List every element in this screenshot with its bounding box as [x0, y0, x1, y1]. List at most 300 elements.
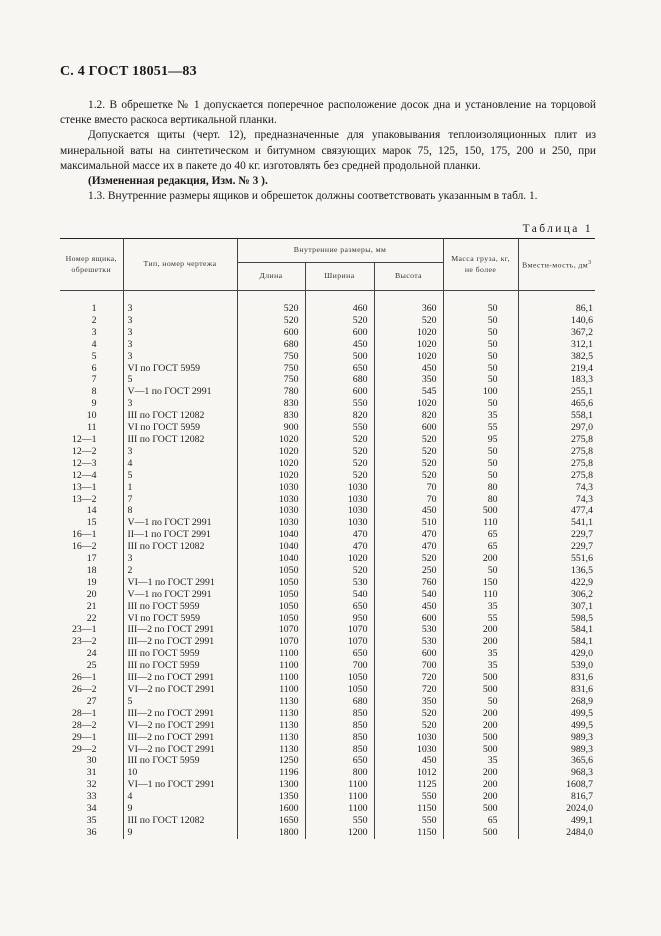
table-row: [60, 672, 595, 684]
cell-type: 4: [123, 458, 237, 470]
cell-length: 1040: [237, 529, 305, 541]
cell-height: 720: [374, 684, 443, 696]
cell-length: 750: [237, 374, 305, 386]
cell-length: 1050: [237, 589, 305, 601]
cell-type: 3: [123, 327, 237, 339]
cell-type: VI—1 по ГОСТ 2991: [123, 577, 237, 589]
header-number: Номер ящика, обрешетки: [60, 239, 123, 291]
cell-width: 820: [305, 410, 374, 422]
cell-mass: 50: [443, 315, 518, 327]
cell-mass: 35: [443, 660, 518, 672]
cell-length: 1650: [237, 815, 305, 827]
cell-mass: 500: [443, 744, 518, 756]
cell-width: 470: [305, 529, 374, 541]
cell-capacity: 539,0: [518, 660, 595, 672]
cell-mass: 500: [443, 827, 518, 839]
cell-length: 900: [237, 422, 305, 434]
cell-number: 24: [86, 648, 97, 660]
table-body: [60, 291, 595, 839]
cell-height: 520: [374, 553, 443, 565]
cell-height: 350: [374, 374, 443, 386]
cell-capacity: 1608,7: [518, 779, 595, 791]
cell-width: 1200: [305, 827, 374, 839]
cell-width: 460: [305, 303, 374, 315]
cell-height: 545: [374, 386, 443, 398]
cell-width: 540: [305, 589, 374, 601]
cell-type: VI—2 по ГОСТ 2991: [123, 684, 237, 696]
cell-number: 6: [91, 362, 97, 374]
cell-width: 800: [305, 767, 374, 779]
cell-length: 1030: [237, 517, 305, 529]
cell-capacity: 989,3: [518, 732, 595, 744]
cell-capacity: 140,6: [518, 315, 595, 327]
cell-type: 8: [123, 505, 237, 517]
cell-height: 600: [374, 613, 443, 625]
table-row: [60, 696, 595, 708]
cell-width: 550: [305, 422, 374, 434]
cell-number: 23—1: [72, 624, 97, 636]
cell-height: 530: [374, 624, 443, 636]
cell-capacity: 499,5: [518, 720, 595, 732]
cell-type: III—2 по ГОСТ 2991: [123, 672, 237, 684]
cell-mass: 55: [443, 613, 518, 625]
cell-capacity: 584,1: [518, 624, 595, 636]
cell-type: 3: [123, 303, 237, 315]
cell-number: 12—1: [72, 433, 97, 445]
cell-number: 25: [86, 660, 97, 672]
cell-number: 29—2: [72, 743, 97, 755]
cell-height: 520: [374, 458, 443, 470]
cell-type: II—1 по ГОСТ 2991: [123, 529, 237, 541]
cell-number: 26—1: [72, 672, 97, 684]
cell-length: 520: [237, 315, 305, 327]
cell-mass: 50: [443, 327, 518, 339]
header-height: Высота: [374, 263, 443, 291]
cell-width: 1020: [305, 553, 374, 565]
cell-width: 450: [305, 339, 374, 351]
table-row: [60, 815, 595, 827]
table-row: [60, 636, 595, 648]
cell-mass: 200: [443, 767, 518, 779]
table-row: [60, 482, 595, 494]
cell-number: 15: [86, 517, 97, 529]
cell-width: 520: [305, 470, 374, 482]
cell-height: 450: [374, 601, 443, 613]
cell-width: 600: [305, 386, 374, 398]
table-row: [60, 779, 595, 791]
cell-width: 650: [305, 755, 374, 767]
cell-number: 11: [87, 422, 97, 434]
table-row: [60, 732, 595, 744]
cell-length: 1130: [237, 708, 305, 720]
cell-capacity: 558,1: [518, 410, 595, 422]
cell-type: III по ГОСТ 12082: [123, 541, 237, 553]
cell-length: 680: [237, 339, 305, 351]
dimensions-table: [60, 238, 595, 839]
cell-capacity: 275,8: [518, 458, 595, 470]
cell-capacity: 382,5: [518, 351, 595, 363]
cell-capacity: 307,1: [518, 601, 595, 613]
cell-mass: 50: [443, 446, 518, 458]
cell-height: 550: [374, 815, 443, 827]
cell-width: 530: [305, 577, 374, 589]
cell-capacity: 465,6: [518, 398, 595, 410]
cell-length: 1030: [237, 482, 305, 494]
cell-type: 5: [123, 696, 237, 708]
table-row: [60, 303, 595, 315]
cell-length: 1350: [237, 791, 305, 803]
cell-mass: 50: [443, 339, 518, 351]
cell-mass: 65: [443, 529, 518, 541]
cell-number: 30: [86, 755, 97, 767]
cell-width: 520: [305, 434, 374, 446]
cell-type: 3: [123, 315, 237, 327]
header-capacity-text: Вмести-мость, дм: [522, 260, 589, 270]
cell-type: III по ГОСТ 5959: [123, 660, 237, 672]
cell-width: 500: [305, 351, 374, 363]
cell-height: 820: [374, 410, 443, 422]
cell-type: 9: [123, 803, 237, 815]
cell-number: 29—1: [72, 731, 97, 743]
cell-type: 4: [123, 791, 237, 803]
cell-type: VI—2 по ГОСТ 2991: [123, 744, 237, 756]
cell-height: 520: [374, 720, 443, 732]
cell-number: 35: [86, 814, 97, 826]
cell-mass: 80: [443, 494, 518, 506]
table-row: [60, 386, 595, 398]
cell-type: 1: [123, 482, 237, 494]
table-row: [60, 410, 595, 422]
cell-mass: 50: [443, 696, 518, 708]
cell-number: 2: [91, 314, 97, 326]
cell-capacity: 429,0: [518, 648, 595, 660]
cell-length: 1130: [237, 720, 305, 732]
cell-type: VI—1 по ГОСТ 2991: [123, 779, 237, 791]
cell-width: 680: [305, 374, 374, 386]
cell-length: 1600: [237, 803, 305, 815]
table-row: [60, 363, 595, 375]
table-row: [60, 601, 595, 613]
cell-number: 34: [86, 803, 97, 815]
cell-type: III—2 по ГОСТ 2991: [123, 708, 237, 720]
cell-length: 1050: [237, 601, 305, 613]
table-row: [60, 422, 595, 434]
cell-type: 10: [123, 767, 237, 779]
cell-capacity: 219,4: [518, 363, 595, 375]
amendment-note: (Измененная редакция, Изм. № 3 ).: [88, 175, 268, 188]
cell-number: 10: [86, 410, 97, 422]
cell-width: 1030: [305, 482, 374, 494]
cell-length: 1050: [237, 565, 305, 577]
cell-length: 1030: [237, 494, 305, 506]
cell-width: 1070: [305, 636, 374, 648]
cell-number: 14: [86, 505, 97, 517]
cell-height: 520: [374, 470, 443, 482]
paragraph-shields: Допускается щиты (черт. 12), предназначенные для упаковывания теплоизоляционных плит из минеральной ваты на синтетическом и битумном связующих марок 75, 125, 150, 175, 200 и 250, при максимальной массе их в пакете до 40 кг. изготовлять без средней продольной планки.: [60, 129, 596, 172]
table-row: [60, 660, 595, 672]
cell-number: 17: [86, 553, 97, 565]
cell-capacity: 989,3: [518, 744, 595, 756]
cell-type: 3: [123, 446, 237, 458]
cell-length: 1020: [237, 434, 305, 446]
table-row: [60, 648, 595, 660]
cell-width: 1030: [305, 494, 374, 506]
cell-height: 1030: [374, 744, 443, 756]
cell-mass: 50: [443, 565, 518, 577]
cell-width: 520: [305, 446, 374, 458]
cell-type: 7: [123, 494, 237, 506]
cell-height: 520: [374, 315, 443, 327]
cell-length: 750: [237, 351, 305, 363]
cell-height: 70: [374, 494, 443, 506]
cell-height: 1020: [374, 327, 443, 339]
cell-mass: 500: [443, 672, 518, 684]
cell-length: 1100: [237, 648, 305, 660]
cell-width: 650: [305, 601, 374, 613]
cell-mass: 50: [443, 374, 518, 386]
cell-capacity: 584,1: [518, 636, 595, 648]
cell-number: 21: [86, 600, 97, 612]
cell-length: 780: [237, 386, 305, 398]
cell-mass: 65: [443, 815, 518, 827]
table-row: [60, 744, 595, 756]
cell-height: 520: [374, 708, 443, 720]
cell-type: VI—2 по ГОСТ 2991: [123, 720, 237, 732]
cell-capacity: 275,8: [518, 434, 595, 446]
cell-number: 23—2: [72, 636, 97, 648]
cell-type: VI по ГОСТ 5959: [123, 422, 237, 434]
cell-length: 1196: [237, 767, 305, 779]
cell-width: 550: [305, 815, 374, 827]
cell-type: III—2 по ГОСТ 2991: [123, 624, 237, 636]
cell-capacity: 816,7: [518, 791, 595, 803]
cell-mass: 35: [443, 648, 518, 660]
cell-mass: 80: [443, 482, 518, 494]
cell-height: 600: [374, 648, 443, 660]
cell-capacity: 2484,0: [518, 827, 595, 839]
cell-height: 700: [374, 660, 443, 672]
cell-capacity: 477,4: [518, 505, 595, 517]
table-row: [60, 565, 595, 577]
cell-length: 1040: [237, 541, 305, 553]
cell-mass: 500: [443, 732, 518, 744]
table-row: [60, 708, 595, 720]
cell-width: 470: [305, 541, 374, 553]
cell-capacity: 306,2: [518, 589, 595, 601]
cell-height: 530: [374, 636, 443, 648]
cell-height: 350: [374, 696, 443, 708]
table-row: [60, 315, 595, 327]
cell-type: 2: [123, 565, 237, 577]
cell-height: 450: [374, 505, 443, 517]
cell-capacity: 74,3: [518, 494, 595, 506]
cell-number: 19: [86, 576, 97, 588]
table-row: [60, 827, 595, 839]
header-capacity-sup: 3: [588, 259, 592, 266]
cell-capacity: 183,3: [518, 374, 595, 386]
cell-height: 520: [374, 434, 443, 446]
cell-number: 5: [91, 350, 97, 362]
table-row: [60, 434, 595, 446]
table-row: [60, 494, 595, 506]
table-row: [60, 458, 595, 470]
cell-capacity: 367,2: [518, 327, 595, 339]
cell-number: 28—1: [72, 707, 97, 719]
cell-mass: 50: [443, 470, 518, 482]
cell-width: 1100: [305, 791, 374, 803]
table-row: [60, 589, 595, 601]
cell-capacity: 229,7: [518, 529, 595, 541]
cell-length: 1030: [237, 505, 305, 517]
cell-width: 550: [305, 398, 374, 410]
body-text: [60, 98, 596, 204]
table-row: [60, 529, 595, 541]
table-row: [60, 803, 595, 815]
cell-length: 1050: [237, 577, 305, 589]
table-row: [60, 446, 595, 458]
cell-length: 1100: [237, 672, 305, 684]
cell-length: 1300: [237, 779, 305, 791]
cell-mass: 150: [443, 577, 518, 589]
table-row: [60, 505, 595, 517]
cell-height: 470: [374, 529, 443, 541]
table-caption: Таблица 1: [522, 223, 593, 235]
paragraph-1-3: 1.3. Внутренние размеры ящиков и обрешеток должны соответствовать указанным в табл. 1.: [88, 190, 538, 203]
cell-capacity: 831,6: [518, 684, 595, 696]
cell-length: 1800: [237, 827, 305, 839]
cell-number: 26—2: [72, 684, 97, 695]
cell-mass: 50: [443, 458, 518, 470]
cell-height: 1020: [374, 398, 443, 410]
cell-capacity: 86,1: [518, 303, 595, 315]
cell-capacity: 968,3: [518, 767, 595, 779]
cell-width: 700: [305, 660, 374, 672]
cell-type: 3: [123, 398, 237, 410]
cell-width: 520: [305, 565, 374, 577]
cell-height: 550: [374, 791, 443, 803]
cell-capacity: 541,1: [518, 517, 595, 529]
table-row: [60, 339, 595, 351]
cell-mass: 50: [443, 303, 518, 315]
cell-width: 950: [305, 613, 374, 625]
cell-number: 18: [86, 564, 97, 576]
cell-capacity: 422,9: [518, 577, 595, 589]
cell-number: 31: [86, 767, 97, 779]
cell-type: VI по ГОСТ 5959: [123, 613, 237, 625]
cell-height: 450: [374, 363, 443, 375]
cell-width: 850: [305, 732, 374, 744]
table-row: [60, 398, 595, 410]
table-row: [60, 791, 595, 803]
cell-type: 3: [123, 553, 237, 565]
cell-length: 1100: [237, 660, 305, 672]
cell-mass: 200: [443, 720, 518, 732]
cell-number: 4: [91, 338, 97, 350]
cell-capacity: 74,3: [518, 482, 595, 494]
cell-width: 1030: [305, 505, 374, 517]
cell-type: VI по ГОСТ 5959: [123, 363, 237, 375]
cell-capacity: 255,1: [518, 386, 595, 398]
cell-mass: 500: [443, 505, 518, 517]
cell-height: 600: [374, 422, 443, 434]
table-row: [60, 517, 595, 529]
header-mass: Масса груза, кг, не более: [443, 239, 518, 291]
cell-mass: 200: [443, 624, 518, 636]
cell-capacity: 275,8: [518, 470, 595, 482]
header-width: Ширина: [305, 263, 374, 291]
cell-type: III по ГОСТ 5959: [123, 755, 237, 767]
cell-width: 1030: [305, 517, 374, 529]
cell-width: 850: [305, 744, 374, 756]
cell-height: 540: [374, 589, 443, 601]
cell-height: 1150: [374, 803, 443, 815]
table-row: [60, 684, 595, 696]
table-row: [60, 351, 595, 363]
cell-capacity: 2024,0: [518, 803, 595, 815]
cell-mass: 110: [443, 517, 518, 529]
table-row: [60, 374, 595, 386]
cell-width: 520: [305, 458, 374, 470]
cell-length: 1050: [237, 613, 305, 625]
cell-length: 1130: [237, 696, 305, 708]
cell-width: 600: [305, 327, 374, 339]
cell-length: 1020: [237, 446, 305, 458]
table-row: [60, 553, 595, 565]
cell-mass: 100: [443, 386, 518, 398]
cell-capacity: 831,6: [518, 672, 595, 684]
cell-capacity: 136,5: [518, 565, 595, 577]
table-row: [60, 470, 595, 482]
cell-mass: 110: [443, 589, 518, 601]
cell-type: III по ГОСТ 5959: [123, 601, 237, 613]
cell-length: 1100: [237, 684, 305, 696]
cell-mass: 500: [443, 684, 518, 696]
cell-capacity: 551,6: [518, 553, 595, 565]
cell-number: 28—2: [72, 719, 97, 731]
header-length: Длина: [237, 263, 305, 291]
cell-number: 22: [86, 612, 97, 624]
cell-height: 360: [374, 303, 443, 315]
cell-height: 510: [374, 517, 443, 529]
cell-height: 1030: [374, 732, 443, 744]
cell-length: 1130: [237, 732, 305, 744]
cell-mass: 35: [443, 410, 518, 422]
cell-width: 1100: [305, 803, 374, 815]
cell-height: 1012: [374, 767, 443, 779]
cell-height: 1020: [374, 339, 443, 351]
cell-height: 520: [374, 446, 443, 458]
cell-type: 5: [123, 374, 237, 386]
cell-mass: 35: [443, 755, 518, 767]
cell-mass: 200: [443, 553, 518, 565]
cell-capacity: 297,0: [518, 422, 595, 434]
cell-number: 13—1: [72, 481, 97, 493]
cell-type: III—2 по ГОСТ 2991: [123, 732, 237, 744]
cell-length: 520: [237, 303, 305, 315]
cell-number: 16—2: [72, 541, 97, 553]
cell-width: 520: [305, 315, 374, 327]
cell-mass: 200: [443, 636, 518, 648]
cell-width: 650: [305, 648, 374, 660]
cell-length: 1020: [237, 458, 305, 470]
cell-type: V—1 по ГОСТ 2991: [123, 517, 237, 529]
cell-type: III по ГОСТ 5959: [123, 648, 237, 660]
cell-number: 12—3: [72, 457, 97, 469]
cell-mass: 95: [443, 434, 518, 446]
cell-number: 12—2: [72, 445, 97, 457]
cell-capacity: 365,6: [518, 755, 595, 767]
cell-width: 650: [305, 363, 374, 375]
